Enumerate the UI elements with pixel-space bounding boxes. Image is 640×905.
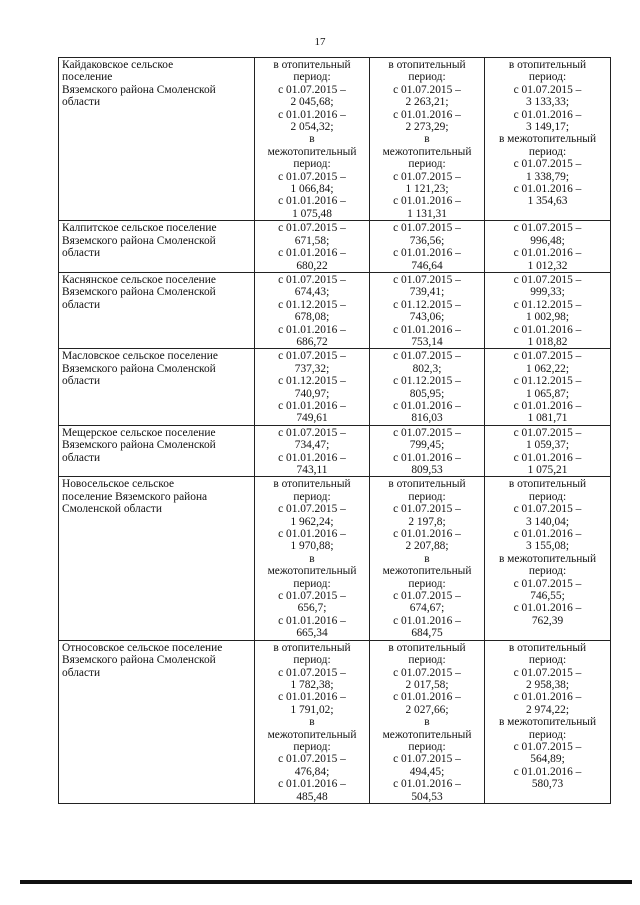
tariff-value-cell	[370, 477, 485, 640]
tariff-value-line: 749,61	[296, 412, 328, 425]
tariff-value-line: 1 121,23;	[405, 183, 449, 196]
tariff-value-line: период:	[528, 565, 567, 578]
tariff-value-line: 1 002,98;	[525, 311, 570, 324]
tariff-value-line: 809,53	[411, 464, 443, 476]
tariff-value-line: период:	[528, 490, 567, 503]
tariff-value-line: с 01.07.2015 –	[278, 350, 346, 363]
table-row	[59, 221, 611, 273]
tariff-value-line: в отопительный	[508, 478, 587, 491]
tariff-value-line: 2 197,8;	[408, 515, 446, 528]
tariff-value-line: с 01.07.2015 –	[393, 590, 461, 603]
tariff-value-line: с 01.01.2016 –	[393, 778, 461, 791]
settlement-name-line: Вяземского района Смоленской	[62, 654, 216, 667]
tariff-value-line: с 01.07.2015 –	[393, 222, 461, 235]
tariff-value-cell	[370, 349, 485, 425]
tariff-value-cell	[255, 221, 370, 273]
tariff-value-cell	[485, 221, 611, 273]
tariff-value-line: 2 045,68;	[290, 96, 334, 109]
tariff-value-cell	[370, 425, 485, 477]
tariff-value-line: с 01.07.2015 –	[513, 503, 582, 516]
tariff-value-line: 762,39	[531, 614, 564, 627]
tariff-value-line: с 01.07.2015 –	[278, 503, 346, 516]
settlement-name-cell	[59, 425, 255, 477]
tariff-value-line: в отопительный	[273, 478, 351, 491]
tariff-value-line: 999,33;	[530, 286, 565, 299]
tariff-value-line: период:	[293, 71, 331, 84]
tariff-value-line: 2 054,32;	[290, 121, 334, 134]
tariff-value-line: с 01.12.2015 –	[278, 375, 346, 388]
tariff-value-line: с 01.07.2015 –	[393, 350, 461, 363]
tariff-value-line: 2 273,29;	[405, 121, 449, 134]
tariff-value-line: 1 354,63	[527, 195, 568, 208]
tariff-value-line: 684,75	[411, 627, 443, 640]
tariff-value-line: 674,67;	[409, 602, 445, 615]
tariff-value-line: 580,73	[531, 778, 564, 791]
tariff-value-line: в	[424, 133, 430, 146]
tariff-value-cell	[485, 58, 611, 221]
settlement-name-cell	[59, 58, 255, 221]
page-number: 17	[314, 36, 326, 48]
tariff-value-line: с 01.07.2015 –	[278, 222, 346, 235]
tariff-value-line: 746,55;	[530, 590, 565, 603]
tariff-value-line: в отопительный	[388, 478, 466, 491]
tariff-value-line: период:	[408, 490, 446, 503]
table-row	[59, 640, 611, 803]
settlement-name-line: Смоленской области	[62, 503, 162, 516]
tariff-value-line: 3 149,17;	[525, 121, 570, 134]
tariff-value-line: 805,95;	[409, 387, 445, 400]
tariff-value-line: с 01.07.2015 –	[513, 577, 582, 590]
tariff-value-line: с 01.01.2016 –	[513, 247, 582, 260]
tariff-value-line: период:	[528, 145, 567, 158]
table-row	[59, 477, 611, 640]
tariff-value-cell	[255, 58, 370, 221]
tariff-value-line: с 01.07.2015 –	[393, 273, 461, 286]
tariff-value-line: с 01.07.2015 –	[513, 158, 582, 171]
tariff-value-line: 3 133,33;	[525, 96, 570, 109]
tariff-value-line: период:	[528, 728, 567, 741]
tariff-value-line: с 01.07.2015 –	[278, 666, 346, 679]
tariff-value-line: период:	[408, 740, 446, 753]
tariff-value-line: в отопительный	[273, 59, 351, 71]
tariff-value-line: 2 027,66;	[405, 703, 449, 716]
tariff-value-line: 665,34	[296, 627, 328, 640]
tariff-value-cell	[255, 640, 370, 803]
tariff-value-line: период:	[293, 577, 331, 590]
tariff-value-line: с 01.07.2015 –	[393, 83, 461, 96]
tariff-value-line: с 01.01.2016 –	[393, 451, 461, 464]
tariff-value-line: 1 065,87;	[525, 387, 570, 400]
tariff-value-line: с 01.07.2015 –	[278, 426, 346, 439]
settlement-name-line: Новосельское сельское	[62, 478, 175, 491]
tariff-value-line: 737,32;	[294, 362, 330, 375]
tariff-value-cell	[255, 349, 370, 425]
tariff-table	[58, 57, 611, 804]
tariff-value-line: с 01.01.2016 –	[278, 691, 346, 704]
tariff-value-line: с 01.01.2016 –	[393, 528, 461, 541]
tariff-value-line: в отопительный	[508, 641, 587, 654]
tariff-value-line: межотопительный	[382, 728, 472, 741]
tariff-value-cell	[370, 221, 485, 273]
tariff-value-line: 734,47;	[294, 439, 330, 452]
table-row	[59, 349, 611, 425]
settlement-name-line: Калпитское сельское поселение	[62, 222, 217, 235]
tariff-value-line: в межотопительный	[498, 133, 597, 146]
tariff-value-line: 743,06;	[409, 311, 445, 324]
tariff-value-line: 1 075,21	[527, 464, 568, 476]
tariff-value-line: 1 081,71	[527, 412, 568, 425]
tariff-value-line: 746,64	[411, 259, 443, 272]
tariff-value-line: 740,97;	[294, 387, 330, 400]
tariff-value-line: период:	[408, 654, 446, 667]
tariff-value-line: межотопительный	[267, 728, 357, 741]
tariff-value-cell	[255, 425, 370, 477]
settlement-name-line: области	[62, 247, 101, 260]
table-row	[59, 272, 611, 348]
settlement-name-line: Вяземского района Смоленской	[62, 286, 216, 299]
tariff-value-line: с 01.01.2016 –	[513, 765, 582, 778]
tariff-value-line: с 01.01.2016 –	[393, 195, 461, 208]
tariff-value-line: с 01.07.2015 –	[393, 426, 461, 439]
tariff-value-line: 1 075,48	[292, 207, 332, 220]
tariff-value-line: с 01.07.2015 –	[513, 350, 582, 363]
tariff-value-line: с 01.01.2016 –	[278, 399, 346, 412]
tariff-value-line: с 01.07.2015 –	[513, 83, 582, 96]
tariff-value-line: с 01.07.2015 –	[513, 666, 582, 679]
tariff-value-line: с 01.12.2015 –	[513, 375, 582, 388]
tariff-value-line: 739,41;	[409, 286, 445, 299]
tariff-value-line: с 01.01.2016 –	[513, 602, 582, 615]
tariff-value-line: с 01.07.2015 –	[513, 273, 582, 286]
tariff-value-line: период:	[408, 158, 446, 171]
settlement-name-line: области	[62, 451, 101, 464]
tariff-value-line: с 01.07.2015 –	[513, 426, 582, 439]
tariff-value-line: межотопительный	[382, 565, 472, 578]
tariff-value-line: в	[309, 133, 315, 146]
tariff-value-cell	[370, 640, 485, 803]
tariff-value-line: 1 062,22;	[525, 362, 570, 375]
tariff-value-line: 1 066,84;	[290, 183, 334, 196]
tariff-value-line: с 01.01.2016 –	[393, 691, 461, 704]
tariff-value-line: в межотопительный	[498, 552, 597, 565]
tariff-value-line: с 01.01.2016 –	[393, 323, 461, 336]
tariff-value-line: в	[309, 716, 315, 729]
tariff-value-line: 1 018,82	[527, 335, 568, 348]
tariff-value-line: с 01.01.2016 –	[513, 183, 582, 196]
settlement-name-line: Мещерское сельское поселение	[62, 426, 216, 439]
tariff-value-line: с 01.01.2016 –	[513, 451, 582, 464]
tariff-value-line: 1 012,32	[527, 259, 568, 272]
tariff-value-line: с 01.01.2016 –	[393, 108, 461, 121]
tariff-value-line: с 01.01.2016 –	[278, 614, 346, 627]
tariff-value-line: с 01.01.2016 –	[278, 108, 346, 121]
tariff-value-line: период:	[293, 654, 331, 667]
tariff-value-line: 504,53	[411, 790, 443, 803]
settlement-name-line: области	[62, 298, 101, 311]
tariff-value-cell	[255, 477, 370, 640]
tariff-value-line: 494,45;	[409, 765, 445, 778]
tariff-value-line: с 01.01.2016 –	[393, 614, 461, 627]
settlement-name-cell	[59, 272, 255, 348]
tariff-value-line: с 01.07.2015 –	[393, 170, 461, 183]
settlement-name-line: поселение	[62, 71, 113, 84]
tariff-value-line: период:	[293, 490, 331, 503]
tariff-value-line: с 01.07.2015 –	[393, 753, 461, 766]
tariff-value-line: в отопительный	[388, 641, 466, 654]
tariff-value-line: с 01.01.2016 –	[393, 399, 461, 412]
tariff-value-line: 1 059,37;	[525, 439, 570, 452]
tariff-value-line: 1 131,31	[407, 207, 447, 220]
tariff-value-line: с 01.01.2016 –	[513, 108, 582, 121]
tariff-value-line: с 01.01.2016 –	[513, 528, 582, 541]
tariff-value-line: межотопительный	[267, 145, 357, 158]
tariff-value-line: период:	[408, 71, 446, 84]
tariff-value-line: 656,7;	[297, 602, 327, 615]
tariff-value-line: 1 782,38;	[290, 678, 334, 691]
settlement-name-cell	[59, 640, 255, 803]
tariff-value-line: 2 958,38;	[525, 678, 570, 691]
table-row	[59, 425, 611, 477]
tariff-value-line: 671,58;	[294, 234, 330, 247]
settlement-name-line: области	[62, 666, 101, 679]
tariff-value-cell	[485, 425, 611, 477]
tariff-value-line: с 01.01.2016 –	[513, 691, 582, 704]
tariff-value-line: в	[424, 716, 430, 729]
tariff-value-line: 564,89;	[530, 753, 565, 766]
tariff-value-line: 3 155,08;	[525, 540, 570, 553]
tariff-value-line: с 01.07.2015 –	[278, 273, 346, 286]
settlement-name-cell	[59, 221, 255, 273]
tariff-value-line: с 01.01.2016 –	[278, 247, 346, 260]
settlement-name-line: Масловское сельское поселение	[62, 350, 218, 363]
tariff-value-cell	[370, 58, 485, 221]
tariff-value-line: 743,11	[296, 464, 328, 476]
tariff-value-line: период:	[293, 158, 331, 171]
tariff-value-line: с 01.01.2016 –	[278, 323, 346, 336]
settlement-name-line: области	[62, 96, 101, 109]
settlement-name-line: Вяземского района Смоленской	[62, 234, 216, 247]
tariff-value-line: в отопительный	[273, 641, 351, 654]
tariff-value-line: с 01.07.2015 –	[393, 666, 461, 679]
table-row	[59, 58, 611, 221]
tariff-value-line: в отопительный	[388, 59, 466, 71]
tariff-value-line: 2 263,21;	[405, 96, 449, 109]
tariff-value-line: в межотопительный	[498, 716, 597, 729]
settlement-name-cell	[59, 477, 255, 640]
tariff-value-line: с 01.01.2016 –	[513, 399, 582, 412]
tariff-value-line: с 01.12.2015 –	[393, 298, 461, 311]
settlement-name-cell	[59, 349, 255, 425]
tariff-value-line: 802,3;	[412, 362, 442, 375]
settlement-name-line: области	[62, 375, 101, 388]
tariff-value-line: 678,08;	[294, 311, 330, 324]
tariff-value-line: с 01.12.2015 –	[278, 298, 346, 311]
settlement-name-line: Кайдаковское сельское	[62, 59, 174, 71]
tariff-value-line: 2 207,88;	[405, 540, 449, 553]
tariff-value-line: 680,22	[296, 259, 328, 272]
tariff-value-cell	[485, 477, 611, 640]
tariff-value-line: с 01.07.2015 –	[278, 170, 346, 183]
tariff-value-line: с 01.12.2015 –	[513, 298, 582, 311]
tariff-value-cell	[255, 272, 370, 348]
tariff-value-line: 1 791,02;	[290, 703, 334, 716]
tariff-value-line: в	[309, 552, 315, 565]
settlement-name-line: Каснянское сельское поселение	[62, 273, 216, 286]
tariff-value-line: период:	[293, 740, 331, 753]
tariff-value-line: в	[424, 552, 430, 565]
tariff-value-line: 996,48;	[530, 234, 565, 247]
tariff-value-line: период:	[528, 71, 567, 84]
settlement-name-line: Вяземского района Смоленской	[62, 83, 216, 96]
tariff-value-line: 1 338,79;	[525, 170, 570, 183]
tariff-value-line: с 01.12.2015 –	[393, 375, 461, 388]
tariff-value-line: межотопительный	[267, 565, 357, 578]
tariff-value-line: в отопительный	[508, 59, 587, 71]
tariff-value-cell	[370, 272, 485, 348]
tariff-value-line: с 01.07.2015 –	[278, 590, 346, 603]
settlement-name-line: поселение Вяземского района	[62, 490, 208, 503]
settlement-name-line: Вяземского района Смоленской	[62, 439, 216, 452]
bottom-rule	[20, 880, 632, 884]
tariff-value-line: 1 970,88;	[290, 540, 334, 553]
tariff-value-line: 674,43;	[294, 286, 330, 299]
tariff-value-line: период:	[408, 577, 446, 590]
tariff-value-line: с 01.01.2016 –	[278, 528, 346, 541]
tariff-value-line: с 01.01.2016 –	[278, 451, 346, 464]
tariff-value-line: с 01.01.2016 –	[513, 323, 582, 336]
tariff-value-line: с 01.01.2016 –	[278, 195, 346, 208]
tariff-value-line: 1 962,24;	[290, 515, 334, 528]
tariff-value-line: межотопительный	[382, 145, 472, 158]
settlement-name-line: Относовское сельское поселение	[62, 641, 223, 654]
tariff-value-line: 799,45;	[409, 439, 445, 452]
tariff-value-line: с 01.07.2015 –	[513, 740, 582, 753]
tariff-value-line: 2 017,58;	[405, 678, 449, 691]
tariff-value-line: с 01.07.2015 –	[513, 222, 582, 235]
tariff-value-cell	[485, 640, 611, 803]
tariff-value-cell	[485, 349, 611, 425]
tariff-value-line: 3 140,04;	[525, 515, 570, 528]
tariff-value-line: период:	[528, 654, 567, 667]
tariff-value-line: с 01.01.2016 –	[278, 778, 346, 791]
tariff-value-line: с 01.07.2015 –	[278, 753, 346, 766]
tariff-value-line: 2 974,22;	[525, 703, 570, 716]
tariff-table-body	[59, 58, 611, 804]
tariff-value-cell	[485, 272, 611, 348]
tariff-value-line: с 01.07.2015 –	[278, 83, 346, 96]
tariff-value-line: 736,56;	[409, 234, 445, 247]
tariff-value-line: 476,84;	[294, 765, 330, 778]
tariff-value-line: 686,72	[296, 335, 328, 348]
tariff-value-line: 753,14	[411, 335, 443, 348]
tariff-value-line: с 01.07.2015 –	[393, 503, 461, 516]
tariff-value-line: 485,48	[296, 790, 328, 803]
tariff-value-line: с 01.01.2016 –	[393, 247, 461, 260]
tariff-value-line: 816,03	[411, 412, 443, 425]
settlement-name-line: Вяземского района Смоленской	[62, 362, 216, 375]
